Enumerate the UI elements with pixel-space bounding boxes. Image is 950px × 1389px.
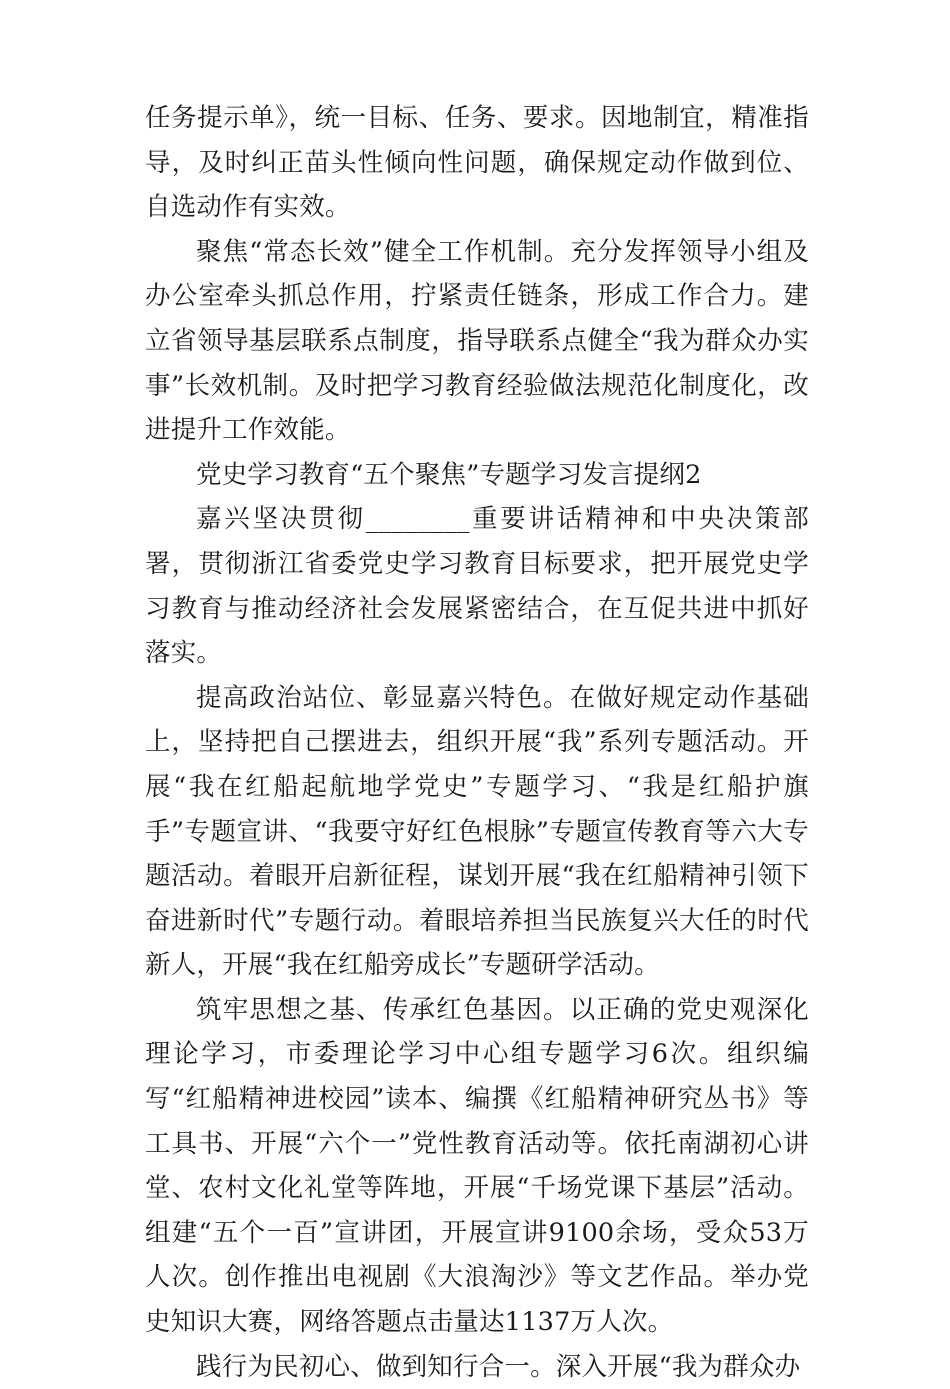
document-body (145, 96, 809, 1389)
paragraph-continuation: 任务提示单》，统一目标、任务、要求。因地制宜，精准指导，及时纠正苗头性倾向性问题，确保规定动作做到位、自选动作有实效。 (145, 103, 809, 223)
paragraph-political-stance: 提高政治站位、彰显嘉兴特色。在做好规定动作基础上，坚持把自己摆进去，组织开展“我”系列专题活动。开展“我在红船起航地学党史”专题学习、“我是红船护旗手”专题宣讲、“我要守好红色根脉”专题宣传教育等六大专题活动。着眼开启新征程，谋划开展“我在红船精神引领下奋进新时代”专题行动。着眼培养担当民族复兴大任的时代新人，开展“我在红船旁成长”专题研学活动。 (145, 682, 809, 981)
paragraph-intro: 嘉兴坚决贯彻________重要讲话精神和中央决策部署，贯彻浙江省委党史学习教育目标要求，把开展党史学习教育与推动经济社会发展紧密结合，在互促共进中抓好落实。 (145, 504, 809, 669)
paragraph-practice: 践行为民初心、做到知行合一。深入开展“我为群众办 (196, 1351, 801, 1382)
section-heading: 党史学习教育“五个聚焦”专题学习发言提纲2 (196, 459, 702, 490)
paragraph-work-mechanism: 聚焦“常态长效”健全工作机制。充分发挥领导小组及办公室牵头抓总作用，拧紧责任链条，形成工作合力。建立省领导基层联系点制度，指导联系点健全“我为群众办实事”长效机制。及时把学习教育经验做法规范化制度化，改进提升工作效能。 (145, 236, 809, 446)
paragraph-ideological-foundation: 筑牢思想之基、传承红色基因。以正确的党史观深化理论学习，市委理论学习中心组专题学习6次。组织编写“红船精神进校园”读本、编撰《红船精神研究丛书》等工具书、开展“六个一”党性教育活动等。依托南湖初心讲堂、农村文化礼堂等阵地，开展“千场党课下基层”活动。组建“五个一百”宣讲团，开展宣讲9100余场，受众53万人次。创作推出电视剧《大浪淘沙》等文艺作品。举办党史知识大赛，网络答题点击量达1137万人次。 (145, 994, 809, 1338)
